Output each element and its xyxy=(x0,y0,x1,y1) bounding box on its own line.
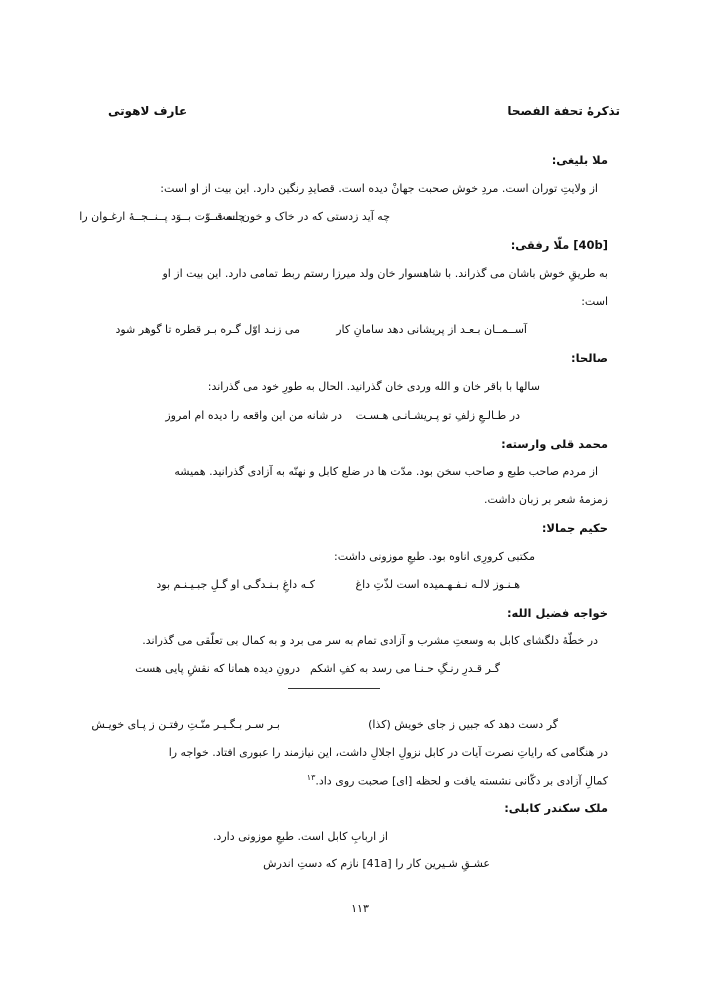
verse-hemistich-right: گر دست دهد که جبیں ز جای خویش (کذا) xyxy=(368,718,558,731)
page-number: ۱۱۳ xyxy=(351,902,369,915)
verse-hemistich-right: چه آید زدستی که در خاک و خون است xyxy=(215,210,390,223)
entry-title: حکیم جمالا: xyxy=(541,521,608,535)
entry-text: به طریقِ خوش باشان می گذراند. با شاهسوار خان ولد میرزا رستم ربط تمامی دارد. این بیت از او xyxy=(162,267,608,280)
entry-title: ملک سکندر کابلی: xyxy=(504,801,608,815)
entry-text: زمزمۀ شعر بر زبان داشت. xyxy=(483,493,608,506)
verse-hemistich-left: بـر سـر بـگـیـر منّـتِ رفتـن ز پـای خویـش xyxy=(91,718,280,731)
verse-hemistich-left: کـه داغِ بـنـدگـی او گـلِ جبـیـنـم بود xyxy=(156,578,315,591)
verse-hemistich-left: درونِ دیده همانا که نقشِ پایی هست xyxy=(135,662,300,675)
header-author: عارف لاهوتی xyxy=(108,104,188,118)
entry-text: از ولایتِ توران است. مردِ خوش صحبت جهانْ دیده است. قصایدِ رنگین دارد. این بیت از او است: xyxy=(160,182,598,195)
entry-text: از مردم صاحب طبع و صاحب سخن بود. مدّت ها در ضلع کابل و نهنّه به آزادی گذرانید. همیشه xyxy=(174,465,598,478)
entry-title: محمد قلی وارسته: xyxy=(501,437,608,451)
verse-hemistich-right: گـر قـدرِ رنـگِ حـنـا می رسد به کفِ اشکم xyxy=(309,662,500,675)
entry-text: در هنگامی که رایاتِ نصرت آیات در کابل نزولِ اجلالِ داشت، این نیازمند را عبوری افتاد. خواجه را xyxy=(168,746,608,759)
entry-text: در خطّۀ دلگشای کابل به وسعتِ مشرب و آزادی تمام به سر می برد و به کمال بی تعلّقی می گذراند. xyxy=(142,634,598,647)
entry-text-body: کمالِ آزادی بر دکّانی نشسته یافت و لحظه [ای] صحبت روی داد. xyxy=(315,774,608,788)
entry-text: سالها با باقر خان و الله وردی خان گذرانید. الحال به طورِ خود می گذراند: xyxy=(207,380,540,393)
verse-hemistich: عشـقِ شـیرین کار را [41a] نازم که دستِ اندرش xyxy=(263,857,490,870)
verse-hemistich-left: در شانه من این واقعه را دیده ام امروز xyxy=(165,409,342,422)
entry-title: صالحا: xyxy=(571,351,608,365)
entry-text: مکتبی کرورِی اناوه بود. طبعِ موزونی داشت: xyxy=(333,550,535,563)
verse-hemistich-right: در طـالـعِ زلفِ تو پـریشـانـی هـسـت xyxy=(355,409,520,422)
verse-hemistich-right: آســمــان بـعـد از پریشانی دهد سامانِ کار xyxy=(336,323,527,336)
entry-text: از اربابِ کابل است. طبعِ موزونی دارد. xyxy=(212,830,388,843)
entry-title: [40b] ملّا رفقی: xyxy=(510,238,608,252)
entry-text xyxy=(307,773,608,788)
divider-line xyxy=(288,688,380,689)
verse-hemistich-left: چــه قــوّت بــوَد پــنــجــۀ ارغـوان را xyxy=(79,210,245,223)
verse-hemistich-left: می زنـد اوّل گـره بـر قطره تا گوهر شود xyxy=(115,323,300,336)
verse-hemistich-right: هـنـوز لالـه نـفـهـمیده است لذّتِ داغ xyxy=(355,578,520,591)
footnote-marker: ۱۳ xyxy=(306,773,316,782)
entry-title: خواجه فضیل الله: xyxy=(506,606,608,620)
entry-text: است: xyxy=(581,295,608,308)
header-book-title: تذکرۀ تحفة الفصحا xyxy=(507,104,620,118)
entry-title: ملا بلیغی: xyxy=(551,153,608,167)
